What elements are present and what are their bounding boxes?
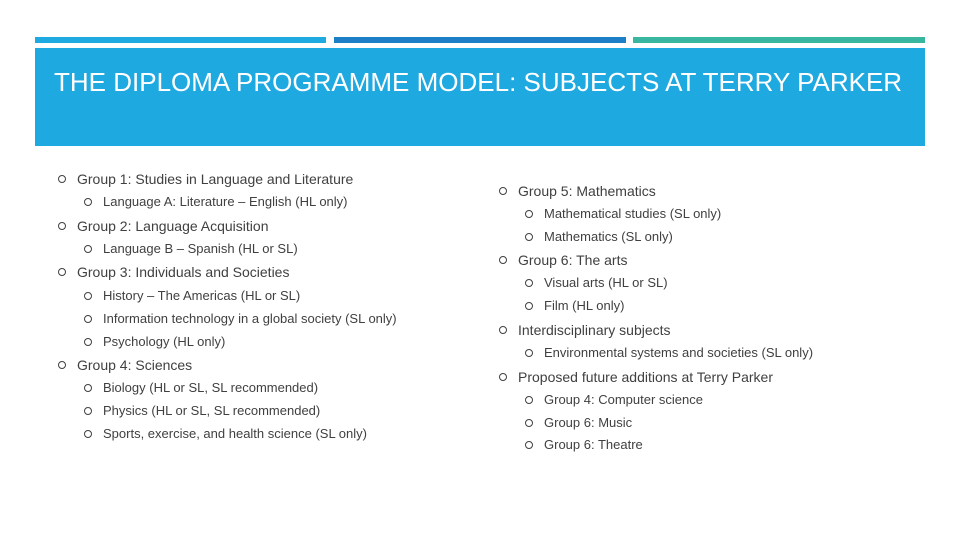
subject-item: Sports, exercise, and health science (SL only): [103, 426, 367, 441]
bullet-icon: [84, 430, 92, 438]
bullet-icon: [84, 338, 92, 346]
bullet-icon: [84, 245, 92, 253]
bullet-icon: [58, 175, 66, 183]
slide-title: THE DIPLOMA PROGRAMME MODEL: SUBJECTS AT TERRY PARKER: [54, 67, 903, 97]
bullet-icon: [525, 279, 533, 287]
subject-item: Group 6: Music: [544, 415, 633, 430]
bullet-icon: [84, 315, 92, 323]
group-5-heading: Group 5: Mathematics: [518, 183, 656, 199]
subject-item: Visual arts (HL or SL): [544, 275, 668, 290]
subject-item: Mathematical studies (SL only): [544, 206, 722, 221]
bullet-icon: [525, 396, 533, 404]
subject-item: Environmental systems and societies (SL only): [544, 345, 814, 360]
bullet-icon: [499, 187, 507, 195]
subject-item: Group 4: Computer science: [544, 392, 703, 407]
group-3-heading: Group 3: Individuals and Societies: [77, 264, 290, 280]
title-band: [35, 48, 925, 146]
accent-bar-2: [334, 37, 626, 43]
subject-item: Language A: Literature – English (HL only): [103, 194, 348, 209]
bullet-icon: [499, 326, 507, 334]
group-4-heading: Group 4: Sciences: [77, 357, 193, 373]
bullet-icon: [84, 292, 92, 300]
bullet-icon: [84, 198, 92, 206]
accent-bar-3: [633, 37, 925, 43]
interdisciplinary-heading: Interdisciplinary subjects: [518, 322, 671, 338]
bullet-icon: [525, 210, 533, 218]
subject-item: Group 6: Theatre: [544, 437, 643, 452]
group-6-heading: Group 6: The arts: [518, 252, 628, 268]
bullet-icon: [525, 349, 533, 357]
subject-item: Biology (HL or SL, SL recommended): [103, 380, 319, 395]
subject-item: Information technology in a global society (SL only): [103, 311, 397, 326]
bullet-icon: [58, 222, 66, 230]
subject-item: Psychology (HL only): [103, 334, 226, 349]
group-1-heading: Group 1: Studies in Language and Literature: [77, 171, 354, 187]
subject-item: Language B – Spanish (HL or SL): [103, 241, 298, 256]
bullet-icon: [525, 441, 533, 449]
future-additions-heading: Proposed future additions at Terry Parker: [518, 369, 773, 385]
bullet-icon: [84, 407, 92, 415]
bullet-icon: [525, 302, 533, 310]
bullet-icon: [499, 373, 507, 381]
subject-item: History – The Americas (HL or SL): [103, 288, 301, 303]
bullet-icon: [58, 268, 66, 276]
subject-item: Mathematics (SL only): [544, 229, 673, 244]
subject-item: Film (HL only): [544, 298, 625, 313]
bullet-icon: [499, 256, 507, 264]
bullet-icon: [525, 233, 533, 241]
bullet-icon: [58, 361, 66, 369]
subject-item: Physics (HL or SL, SL recommended): [103, 403, 321, 418]
bullet-icon: [525, 419, 533, 427]
accent-bar-1: [35, 37, 326, 43]
bullet-icon: [84, 384, 92, 392]
group-2-heading: Group 2: Language Acquisition: [77, 218, 269, 234]
